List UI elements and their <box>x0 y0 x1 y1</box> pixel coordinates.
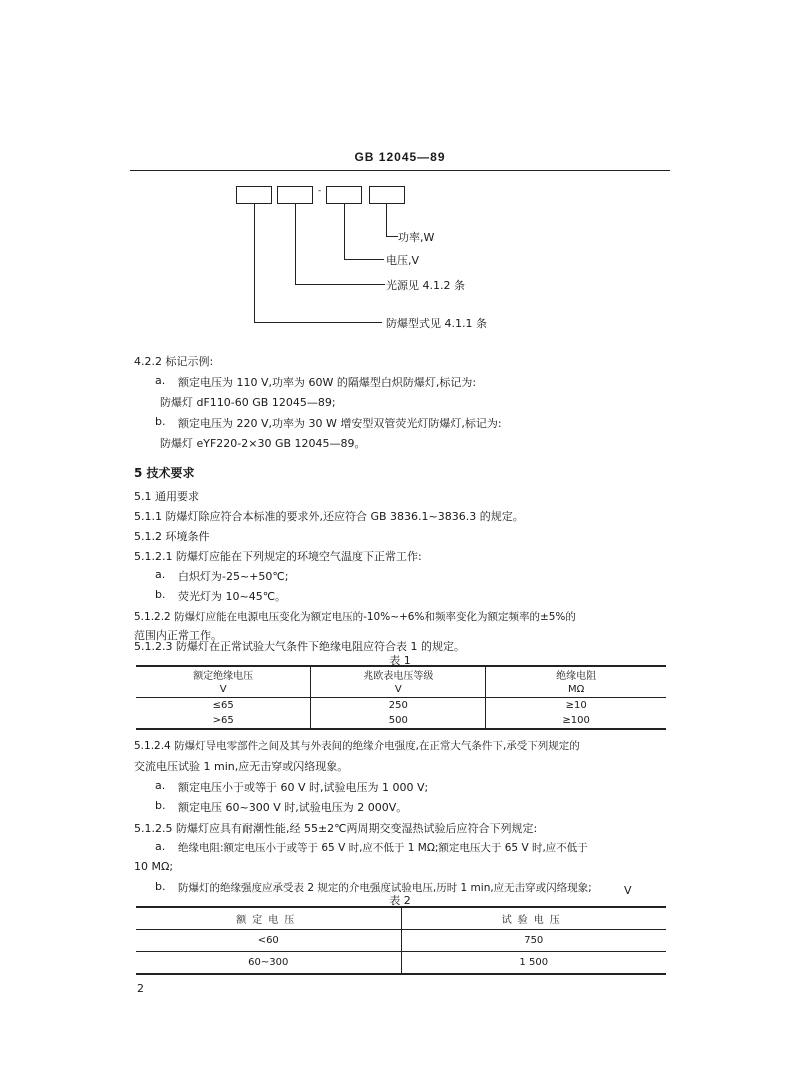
list-marker: b. <box>155 415 166 428</box>
leader-source-h <box>295 284 385 285</box>
label-voltage: 电压,V <box>386 254 420 267</box>
table-cell: ≥100 <box>486 713 666 729</box>
clause-5-1-2-2-cont: 范围内正常工作。 <box>134 629 222 642</box>
leader-voltage-v <box>344 204 345 259</box>
clause-5-1-2-1: 5.1.2.1 防爆灯应能在下列规定的环境空气温度下正常工作: <box>134 550 422 563</box>
clause-5-1-2-2: 5.1.2.2 防爆灯应能在电源电压变化为额定电压的-10%~+6%和频率变化为额定频率的±5%的 <box>134 611 576 623</box>
page-number: 2 <box>137 982 144 995</box>
table-cell: ≤65 <box>212 700 234 711</box>
table-unit: MΩ <box>486 682 666 698</box>
example-b: 防爆灯 eYF220-2×30 GB 12045—89。 <box>160 437 366 450</box>
clause-5-1-2-1-b: 荧光灯为 10~45℃。 <box>178 590 287 603</box>
clause-5-1-2-1-a: 白炽灯为-25~+50℃; <box>178 570 289 583</box>
table-cell: ≥10 <box>486 698 666 714</box>
table-header: 绝缘电阻 <box>486 666 666 682</box>
leader-source-v <box>295 204 296 284</box>
table-unit: V <box>136 682 311 698</box>
list-marker: b. <box>155 588 166 601</box>
clause-5-1: 5.1 通用要求 <box>134 490 199 503</box>
table-cell: 500 <box>311 713 486 729</box>
table-row <box>136 907 666 930</box>
table-row <box>136 682 666 698</box>
clause-5-1-2-5: 5.1.2.5 防爆灯应具有耐潮性能,经 55±2℃两周期交变湿热试验后应符合下列规定: <box>134 822 538 835</box>
label-power: 功率,W <box>398 231 435 244</box>
leader-type-h <box>254 322 382 323</box>
label-type: 防爆型式见 4.1.1 条 <box>386 317 487 330</box>
table-2 <box>136 906 666 975</box>
clause-5-1-2-4-cont: 交流电压试验 1 min,应无击穿或闪络现象。 <box>134 760 349 773</box>
table-cell: >65 <box>136 713 311 729</box>
page-header: GB 12045—89 <box>354 150 446 164</box>
diagram-box-source <box>277 186 313 204</box>
clause-5-1-2-5-a-cont: 10 MΩ; <box>134 860 174 873</box>
table1-caption: 表 1 <box>389 654 411 667</box>
table-row <box>136 666 666 682</box>
section-5-title: 5 技术要求 <box>134 466 195 480</box>
example-a: 防爆灯 dF110-60 GB 12045—89; <box>160 396 336 409</box>
table-unit: V <box>311 682 486 698</box>
diagram-box-power <box>369 186 405 204</box>
clause-4-2-2-title: 4.2.2 标记示例: <box>134 355 214 368</box>
list-marker: a. <box>155 779 166 792</box>
clause-5-1-2-5-a: 绝缘电阻:额定电压小于或等于 65 V 时,应不低于 1 MΩ;额定电压大于 65 V 时,应不低于 <box>178 842 588 854</box>
list-marker: a. <box>155 568 166 581</box>
table-cell: 1 500 <box>401 952 666 975</box>
list-marker: b. <box>155 880 166 893</box>
leader-power-h <box>386 236 398 237</box>
table-cell: 60~300 <box>136 952 401 975</box>
table-cell: <60 <box>136 930 401 952</box>
clause-5-1-2-3: 5.1.2.3 防爆灯在正常试验大气条件下绝缘电阻应符合表 1 的规定。 <box>134 640 465 653</box>
table-header: 额定绝缘电压 <box>136 666 311 682</box>
clause-5-1-2-4-b: 额定电压 60~300 V 时,试验电压为 2 000V。 <box>178 801 408 814</box>
table2-caption: 表 2 <box>389 894 411 907</box>
leader-power-v <box>386 204 387 236</box>
leader-type-v <box>254 204 255 322</box>
clause-5-1-2-5-b: 防爆灯的绝缘强度应承受表 2 规定的介电强度试验电压,历时 1 min,应无击穿或闪络现象; <box>178 882 592 894</box>
list-marker: b. <box>155 799 166 812</box>
table-row <box>136 713 666 729</box>
diagram-box-type <box>236 186 272 204</box>
table-row <box>136 698 666 714</box>
table-cell: 750 <box>401 930 666 952</box>
table-header: 试验电压 <box>401 907 666 930</box>
list-marker: a. <box>155 374 166 387</box>
clause-5-1-2: 5.1.2 环境条件 <box>134 530 210 543</box>
table-header: 兆欧表电压等级 <box>311 666 486 682</box>
clause-5-1-2-4: 5.1.2.4 防爆灯导电零部件之间及其与外表间的绝缘介电强度,在正常大气条件下,承受下列规定的 <box>134 740 580 752</box>
table-1 <box>136 665 666 730</box>
label-source: 光源见 4.1.2 条 <box>386 279 465 292</box>
list-marker: a. <box>155 840 166 853</box>
clause-5-1-2-4-a: 额定电压小于或等于 60 V 时,试验电压为 1 000 V; <box>178 781 429 794</box>
header-rule <box>130 170 670 171</box>
table-cell: 250 <box>311 698 486 714</box>
leader-voltage-h <box>344 259 384 260</box>
table2-unit: V <box>624 884 632 897</box>
diagram-box-voltage <box>326 186 362 204</box>
clause-4-2-2-b: 额定电压为 220 V,功率为 30 W 增安型双管荧光灯防爆灯,标记为: <box>178 417 502 430</box>
table-header: 额定电压 <box>136 907 401 930</box>
clause-4-2-2-a: 额定电压为 110 V,功率为 60W 的隔爆型白炽防爆灯,标记为: <box>178 376 477 389</box>
table-row <box>136 952 666 975</box>
diagram-dash: - <box>318 186 322 196</box>
clause-5-1-1: 5.1.1 防爆灯除应符合本标准的要求外,还应符合 GB 3836.1~3836.3 的规定。 <box>134 510 524 523</box>
table-row <box>136 930 666 952</box>
